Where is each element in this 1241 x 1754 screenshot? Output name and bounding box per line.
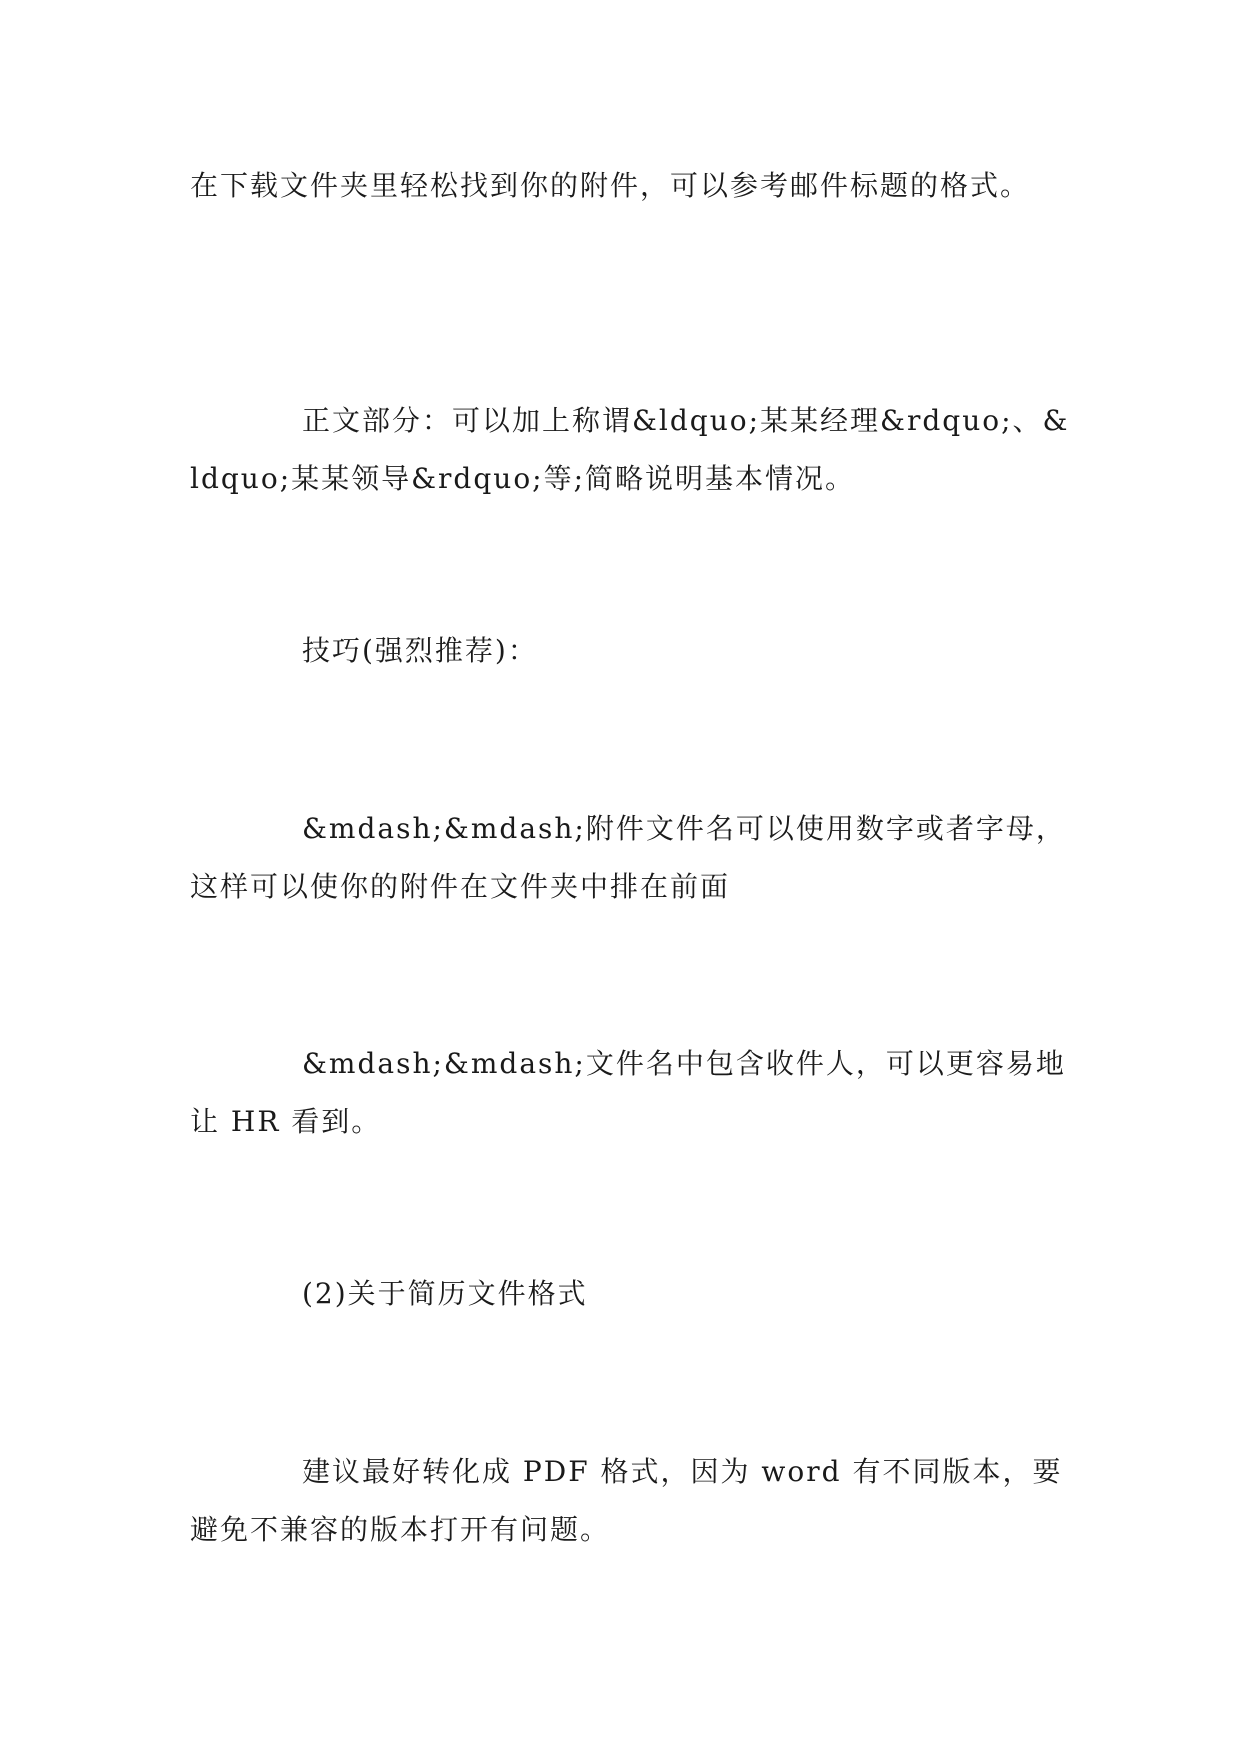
paragraph-attachment-tip: 在下载文件夹里轻松找到你的附件，可以参考邮件标题的格式。 — [190, 169, 1031, 202]
paragraph-filename-recipient-tip: &mdash;&mdash;文件名中包含收件人，可以更容易地让 HR 看到。 — [190, 1047, 1066, 1138]
paragraph-pdf-advice: 建议最好转化成 PDF 格式，因为 word 有不同版本，要避免不兼容的版本打开有问题。 — [190, 1455, 1063, 1546]
paragraph-filename-order-tip: &mdash;&mdash;附件文件名可以使用数字或者字母，这样可以使你的附件在文件夹中排在前面 — [190, 812, 1066, 903]
paragraph-tips-heading: 技巧(强烈推荐)： — [302, 634, 538, 667]
paragraph-resume-format-heading: (2)关于简历文件格式 — [302, 1277, 588, 1310]
paragraph-body-section: 正文部分：可以加上称谓&ldquo;某某经理&rdquo;、&ldquo;某某领导&rdquo;等;简略说明基本情况。 — [190, 404, 1070, 495]
